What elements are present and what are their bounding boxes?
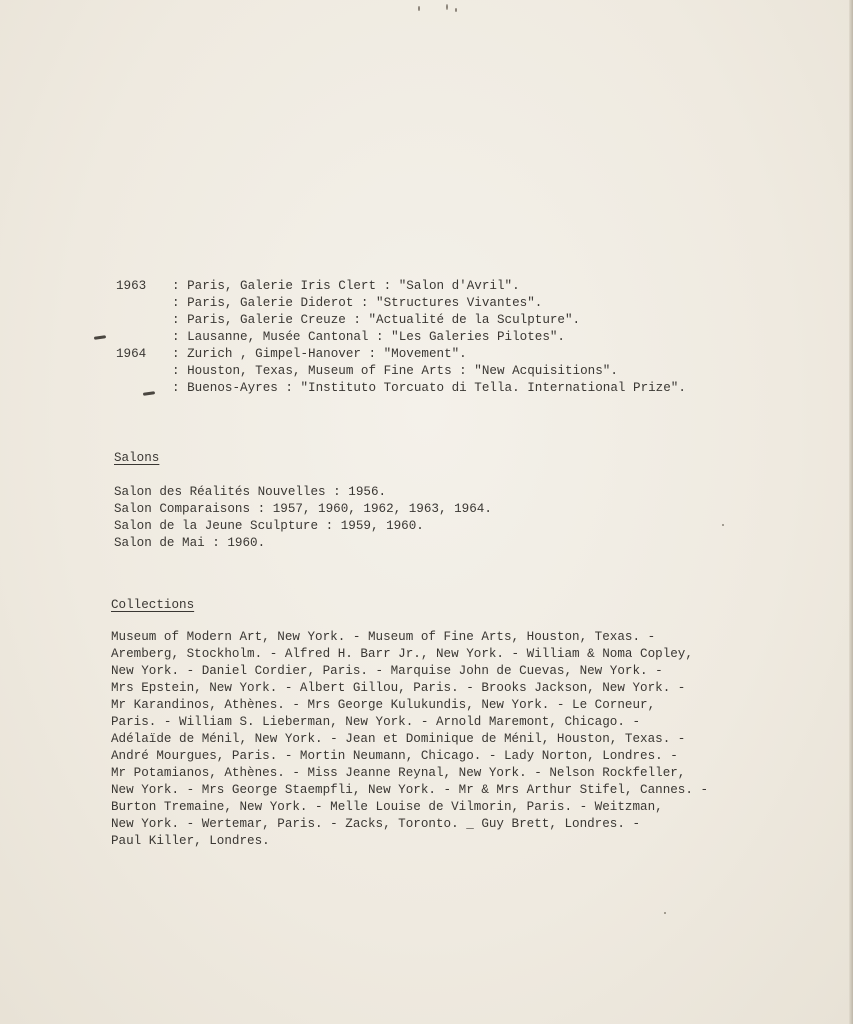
exhibition-entry: : Zurich , Gimpel-Hanover : "Movement". (172, 347, 467, 361)
collection-line: New York. - Daniel Cordier, Paris. - Marquise John de Cuevas, New York. - (111, 664, 663, 678)
section-heading-salons: Salons (114, 451, 160, 465)
exhibition-year: 1963 (116, 279, 147, 293)
section-heading-collections: Collections (111, 598, 195, 612)
collection-line: Mr Karandinos, Athènes. - Mrs George Kulukundis, New York. - Le Corneur, (111, 698, 656, 712)
ink-speck (446, 4, 448, 10)
collection-line: New York. - Wertemar, Paris. - Zacks, Toronto. _ Guy Brett, Londres. - (111, 817, 641, 831)
salon-entry: Salon des Réalités Nouvelles : 1956. (114, 485, 387, 499)
collection-line: Mrs Epstein, New York. - Albert Gillou, Paris. - Brooks Jackson, New York. - (111, 681, 686, 695)
collection-line: Museum of Modern Art, New York. - Museum of Fine Arts, Houston, Texas. - (111, 630, 656, 644)
collection-line: Mr Potamianos, Athènes. - Miss Jeanne Reynal, New York. - Nelson Rockfeller, (111, 766, 686, 780)
margin-tick-mark (143, 391, 155, 396)
page-edge (849, 0, 853, 1024)
exhibition-year: 1964 (116, 347, 147, 361)
salon-entry: Salon Comparaisons : 1957, 1960, 1962, 1963, 1964. (114, 502, 492, 516)
ink-speck (418, 6, 420, 11)
collection-line: New York. - Mrs George Staempfli, New York. - Mr & Mrs Arthur Stifel, Cannes. - (111, 783, 709, 797)
ink-speck (664, 912, 666, 914)
collection-line: Burton Tremaine, New York. - Melle Louise de Vilmorin, Paris. - Weitzman, (111, 800, 663, 814)
collection-line: Paul Killer, Londres. (111, 834, 270, 848)
ink-speck (455, 8, 457, 12)
salon-entry: Salon de Mai : 1960. (114, 536, 266, 550)
salon-entry: Salon de la Jeune Sculpture : 1959, 1960. (114, 519, 424, 533)
collection-line: Aremberg, Stockholm. - Alfred H. Barr Jr., New York. - William & Noma Copley, (111, 647, 693, 661)
exhibition-entry: : Houston, Texas, Museum of Fine Arts : "New Acquisitions". (172, 364, 618, 378)
margin-tick-mark (94, 335, 106, 340)
ink-speck (722, 524, 724, 526)
exhibition-entry: : Buenos-Ayres : "Instituto Torcuato di Tella. International Prize". (172, 381, 686, 395)
collection-line: Adélaïde de Ménil, New York. - Jean et Dominique de Ménil, Houston, Texas. - (111, 732, 686, 746)
collection-line: Paris. - William S. Lieberman, New York. - Arnold Maremont, Chicago. - (111, 715, 641, 729)
exhibition-entry: : Lausanne, Musée Cantonal : "Les Galeries Pilotes". (172, 330, 565, 344)
exhibition-entry: : Paris, Galerie Iris Clert : "Salon d'Avril". (172, 279, 520, 293)
exhibition-entry: : Paris, Galerie Diderot : "Structures Vivantes". (172, 296, 543, 310)
exhibition-entry: : Paris, Galerie Creuze : "Actualité de la Sculpture". (172, 313, 581, 327)
collection-line: André Mourgues, Paris. - Mortin Neumann, Chicago. - Lady Norton, Londres. - (111, 749, 678, 763)
